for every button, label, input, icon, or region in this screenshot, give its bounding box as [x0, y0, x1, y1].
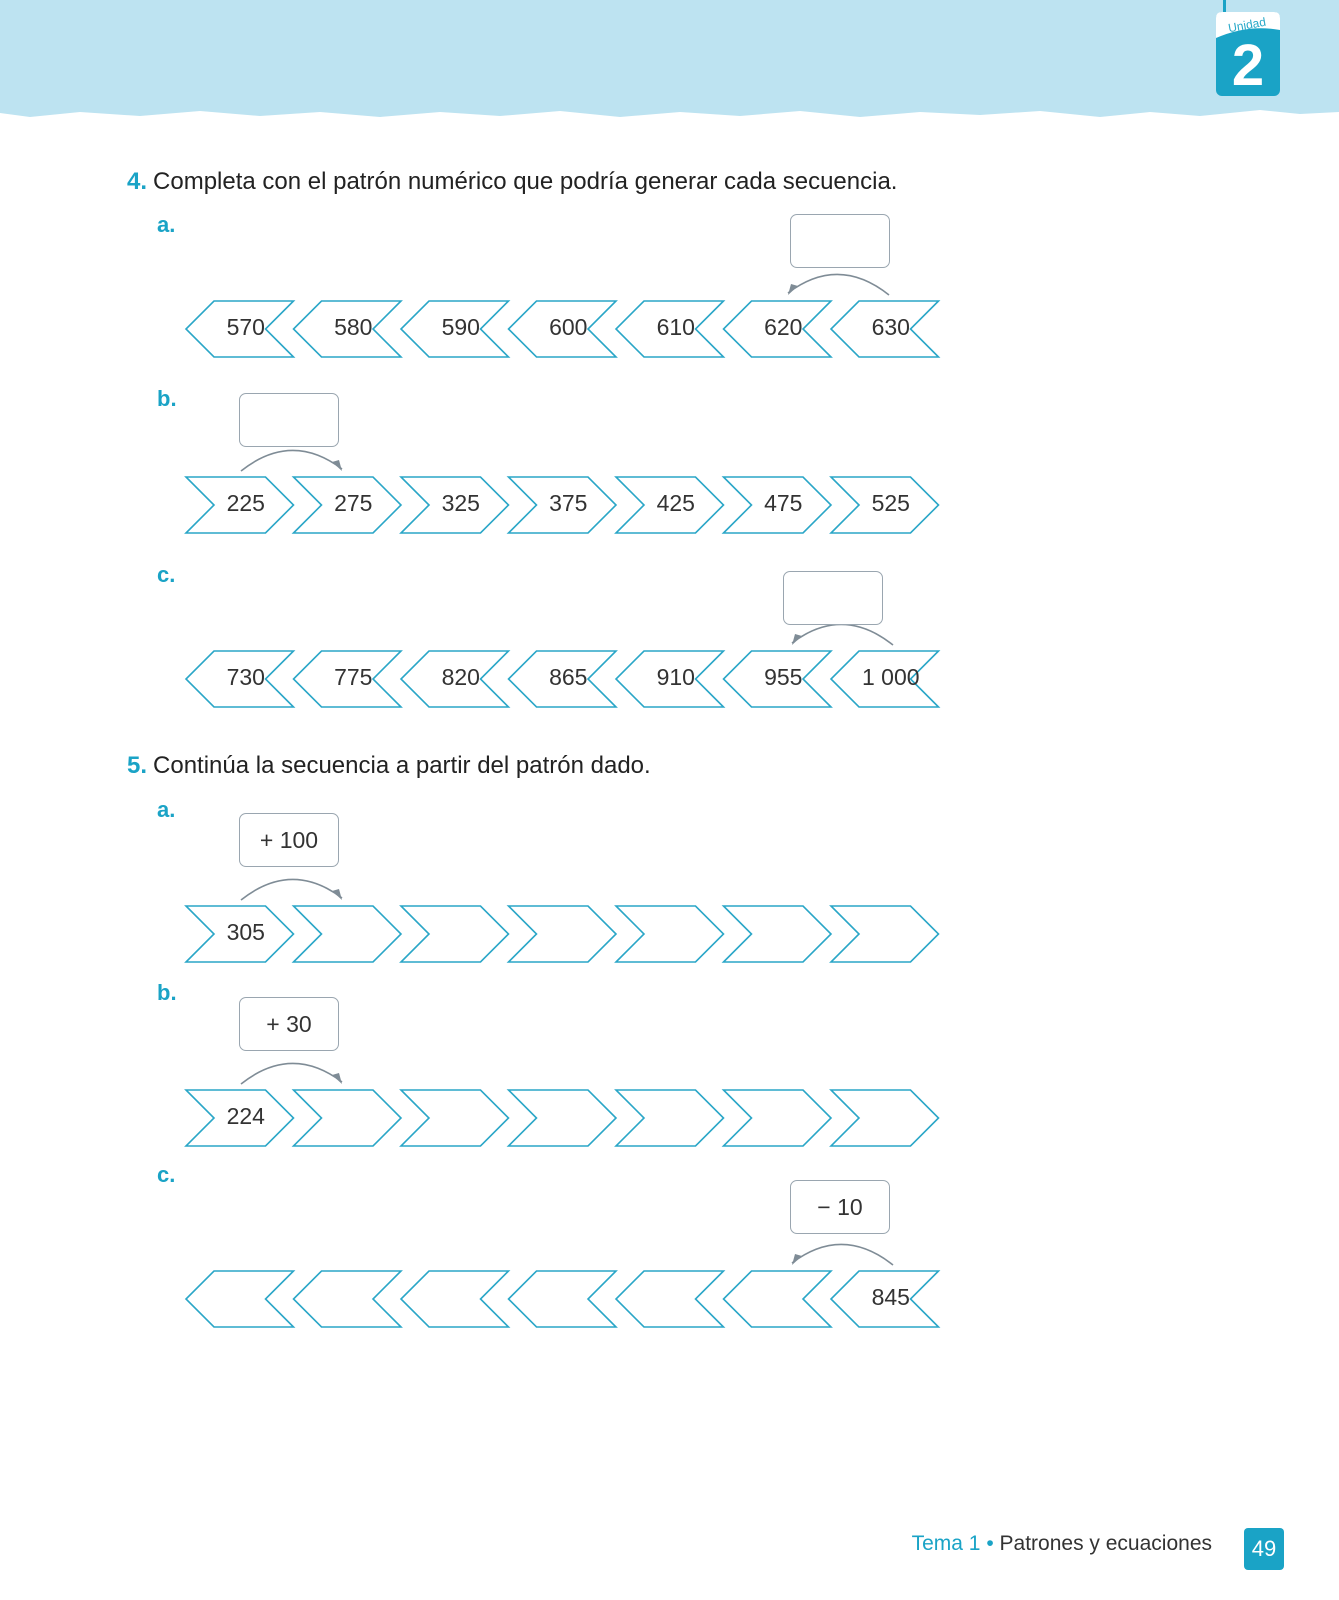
- arrowhead-icon: [792, 1254, 802, 1265]
- sequence-value: 845: [871, 1284, 910, 1310]
- sequence-value: 955: [764, 664, 803, 690]
- sequence-value: 224: [226, 1103, 265, 1129]
- sequence-value: 425: [656, 490, 695, 516]
- sequence-value: 475: [764, 490, 803, 516]
- q5-b-label: b.: [157, 980, 177, 1005]
- pattern-box: + 30: [239, 997, 339, 1051]
- sequence-cell[interactable]: [724, 1271, 832, 1327]
- sequence-cell[interactable]: [401, 1271, 509, 1327]
- q5-c-label: c.: [157, 1162, 176, 1187]
- pattern-box: + 100: [239, 813, 339, 867]
- page-number: 49: [1244, 1528, 1284, 1570]
- pattern-box: − 10: [790, 1180, 890, 1234]
- unit-number: 2: [1231, 33, 1265, 98]
- unit-label: Unidad: [1227, 14, 1267, 36]
- footer-tema: Tema 1: [911, 1532, 981, 1555]
- sequence-value: 570: [226, 314, 265, 340]
- footer-separator: •: [986, 1532, 994, 1555]
- sequence-value: 590: [441, 314, 480, 340]
- sequence-value: 525: [871, 490, 910, 516]
- q4-b-label: b.: [157, 386, 177, 411]
- sequence-value: 730: [226, 664, 265, 690]
- question-5-number: 5.: [127, 752, 148, 779]
- sequence-cell[interactable]: [616, 1271, 724, 1327]
- sequence-value: 1 000: [861, 664, 920, 690]
- footer-topic: Patrones y ecuaciones: [999, 1532, 1212, 1555]
- sequence-cell[interactable]: [186, 1271, 294, 1327]
- sequence-cell[interactable]: [509, 1271, 617, 1327]
- q4-a-label: a.: [157, 212, 176, 237]
- sequence-value: 910: [656, 664, 695, 690]
- sequence-value: 775: [334, 664, 373, 690]
- sequence-value: 865: [549, 664, 588, 690]
- sequence-value: 275: [334, 490, 373, 516]
- sequence-value: 225: [226, 490, 265, 516]
- sequence-value: 305: [226, 919, 265, 945]
- q5-a-label: a.: [157, 797, 176, 822]
- footer: [912, 1532, 1212, 1556]
- pattern-curve-arrow: [792, 1244, 893, 1265]
- question-5-text: Continúa la secuencia a partir del patrón dado.: [153, 752, 651, 779]
- question-4-number: 4.: [127, 168, 148, 195]
- sequence-value: 620: [764, 314, 803, 340]
- sequence-value: 375: [549, 490, 588, 516]
- sequence-value: 325: [441, 490, 480, 516]
- sequence-value: 600: [549, 314, 588, 340]
- sequence-value: 630: [871, 314, 910, 340]
- sequence-value: 820: [441, 664, 480, 690]
- sequence-cell[interactable]: [294, 1271, 402, 1327]
- sequence-value: 580: [334, 314, 373, 340]
- q4-c-label: c.: [157, 562, 176, 587]
- question-4-text: Completa con el patrón numérico que podría generar cada secuencia.: [153, 168, 898, 195]
- sequence-value: 610: [656, 314, 695, 340]
